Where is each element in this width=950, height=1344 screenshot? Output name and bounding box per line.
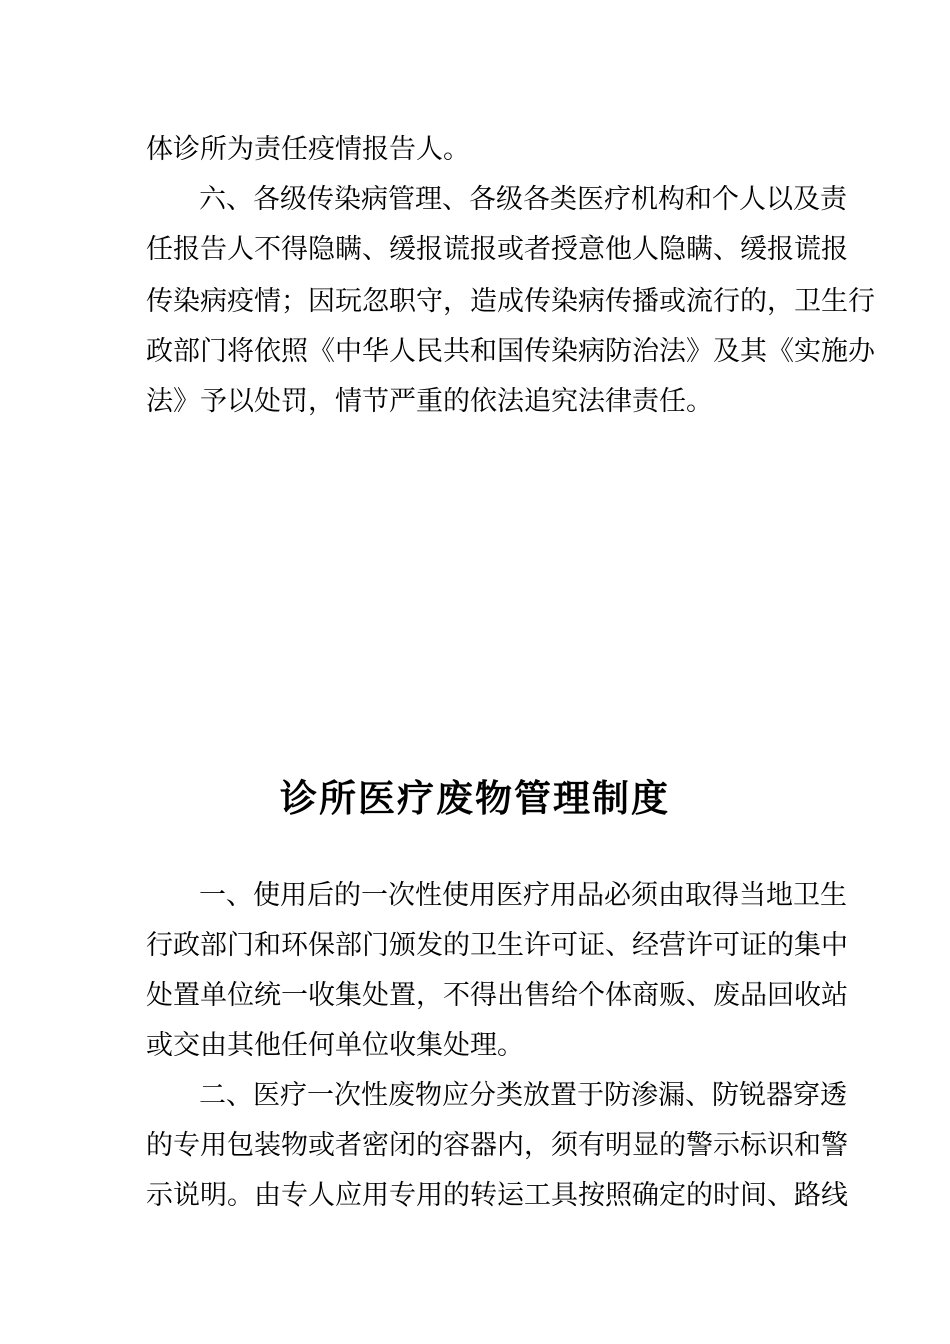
section-title: 诊所医疗废物管理制度 [280,776,670,820]
text-line: 二、医疗一次性废物应分类放置于防渗漏、防锐器穿透 [199,1080,847,1111]
text-line: 传染病疫情；因玩忽职守，造成传染病传播或流行的，卫生行 [146,286,875,317]
text-line: 或交由其他任何单位收集处理。 [146,1030,524,1061]
text-line: 行政部门和环保部门颁发的卫生许可证、经营许可证的集中 [146,930,848,961]
text-line: 任报告人不得隐瞒、缓报谎报或者授意他人隐瞒、缓报谎报 [146,234,848,265]
text-line: 处置单位统一收集处置，不得出售给个体商贩、废品回收站 [146,980,848,1011]
text-line: 体诊所为责任疫情报告人。 [146,134,470,165]
text-line: 一、使用后的一次性使用医疗用品必须由取得当地卫生 [199,880,847,911]
text-line: 六、各级传染病管理、各级各类医疗机构和个人以及责 [199,184,847,215]
text-line: 示说明。由专人应用专用的转运工具按照确定的时间、路线 [146,1180,848,1211]
text-line: 政部门将依照《中华人民共和国传染病防治法》及其《实施办 [146,336,875,367]
text-line: 的专用包装物或者密闭的容器内，须有明显的警示标识和警 [146,1130,848,1161]
text-line: 法》予以处罚，情节严重的依法追究法律责任。 [146,386,713,417]
